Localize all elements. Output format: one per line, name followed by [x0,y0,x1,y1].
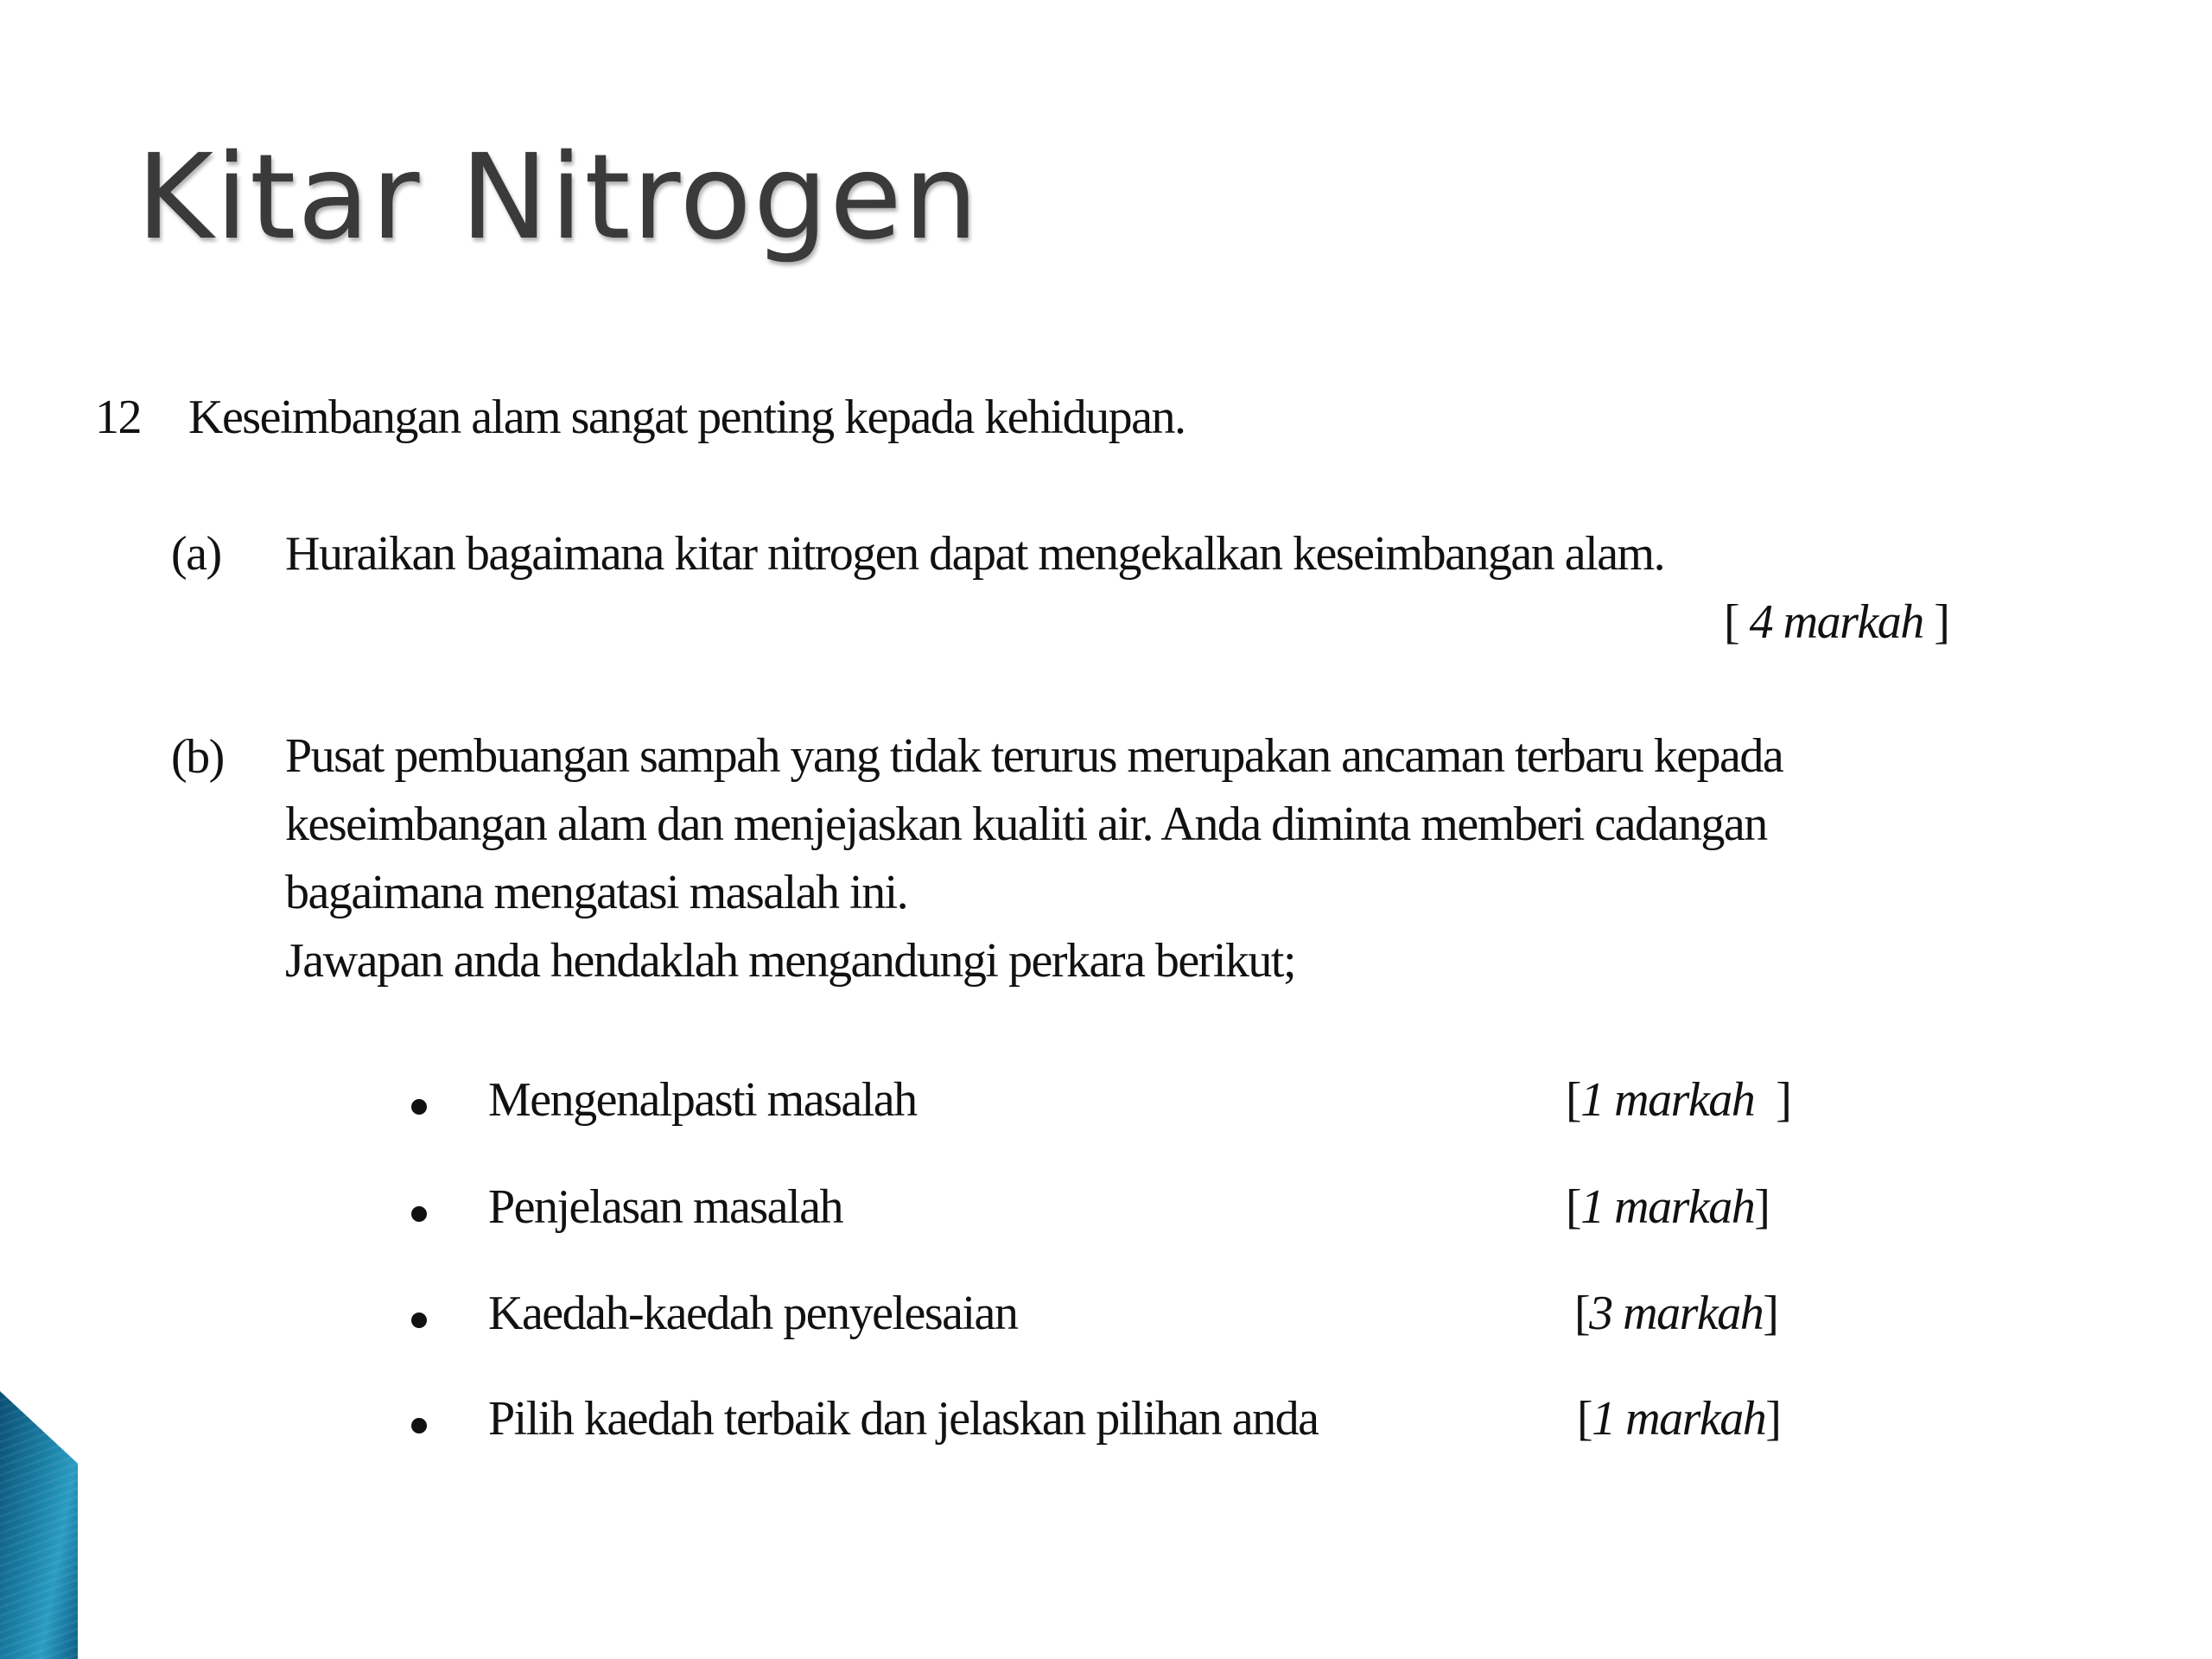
part-b-text [285,722,1783,995]
bullet-dot-icon [411,1206,427,1222]
bullet-item [0,1289,2212,1350]
bullet-marks [1566,1180,1770,1234]
bullet-item [0,1073,2212,1136]
bullet-marks [1566,1073,1791,1127]
part-b-line: bagaimana mengatasi masalah ini. [285,866,908,919]
question-stem: Keseimbangan alam sangat penting kepada kehidupan. [188,391,1185,444]
marks-open-bracket: [ [1577,1392,1592,1446]
bullet-marks [1574,1289,1777,1338]
marks-close-bracket: ] [1765,1392,1781,1446]
marks-open-bracket: [ [1566,1180,1581,1234]
bullet-dot-icon [411,1418,427,1433]
part-b-label: (b) [171,730,224,784]
marks-close-bracket: ] [1763,1287,1778,1340]
marks-close-bracket: ] [1754,1073,1791,1127]
question-number: 12 [95,391,141,444]
part-b-line: Pusat pembuangan sampah yang tidak terurus merupakan ancaman terbaru kepada [285,729,1783,783]
marks-close-bracket: ] [1923,595,1949,649]
slide-title: Kitar Nitrogen [137,130,980,266]
marks-value: 1 markah [1580,1180,1755,1234]
marks-value: 1 markah [1592,1392,1766,1446]
bullet-text: Kaedah-kaedah penyelesaian [488,1287,1018,1340]
bullet-text: Mengenalpasti masalah [488,1073,917,1127]
bullet-text: Pilih kaedah terbaik dan jelaskan pilihan anda [488,1392,1319,1446]
part-b-line: Jawapan anda hendaklah mengandungi perkara berikut; [285,934,1296,988]
bullet-marks [1577,1392,1781,1446]
marks-close-bracket: ] [1754,1180,1770,1234]
part-a-marks [1724,595,1949,649]
marks-open-bracket: [ [1566,1073,1581,1127]
marks-value: 3 markah [1589,1287,1764,1340]
marks-open-bracket: [ [1724,595,1750,649]
part-a-label: (a) [171,527,221,581]
marks-open-bracket: [ [1574,1287,1590,1340]
bullet-text: Penjelasan masalah [488,1180,842,1234]
bullet-item [0,1180,2212,1243]
bullet-item [0,1392,2212,1455]
part-a-text: Huraikan bagaimana kitar nitrogen dapat mengekalkan keseimbangan alam. [285,527,1665,581]
marks-value: 1 markah [1580,1073,1755,1127]
marks-value: 4 markah [1749,595,1923,649]
bullet-dot-icon [411,1313,427,1328]
bullet-dot-icon [411,1099,427,1115]
part-b-line: keseimbangan alam dan menjejaskan kualiti air. Anda diminta memberi cadangan [285,798,1767,851]
